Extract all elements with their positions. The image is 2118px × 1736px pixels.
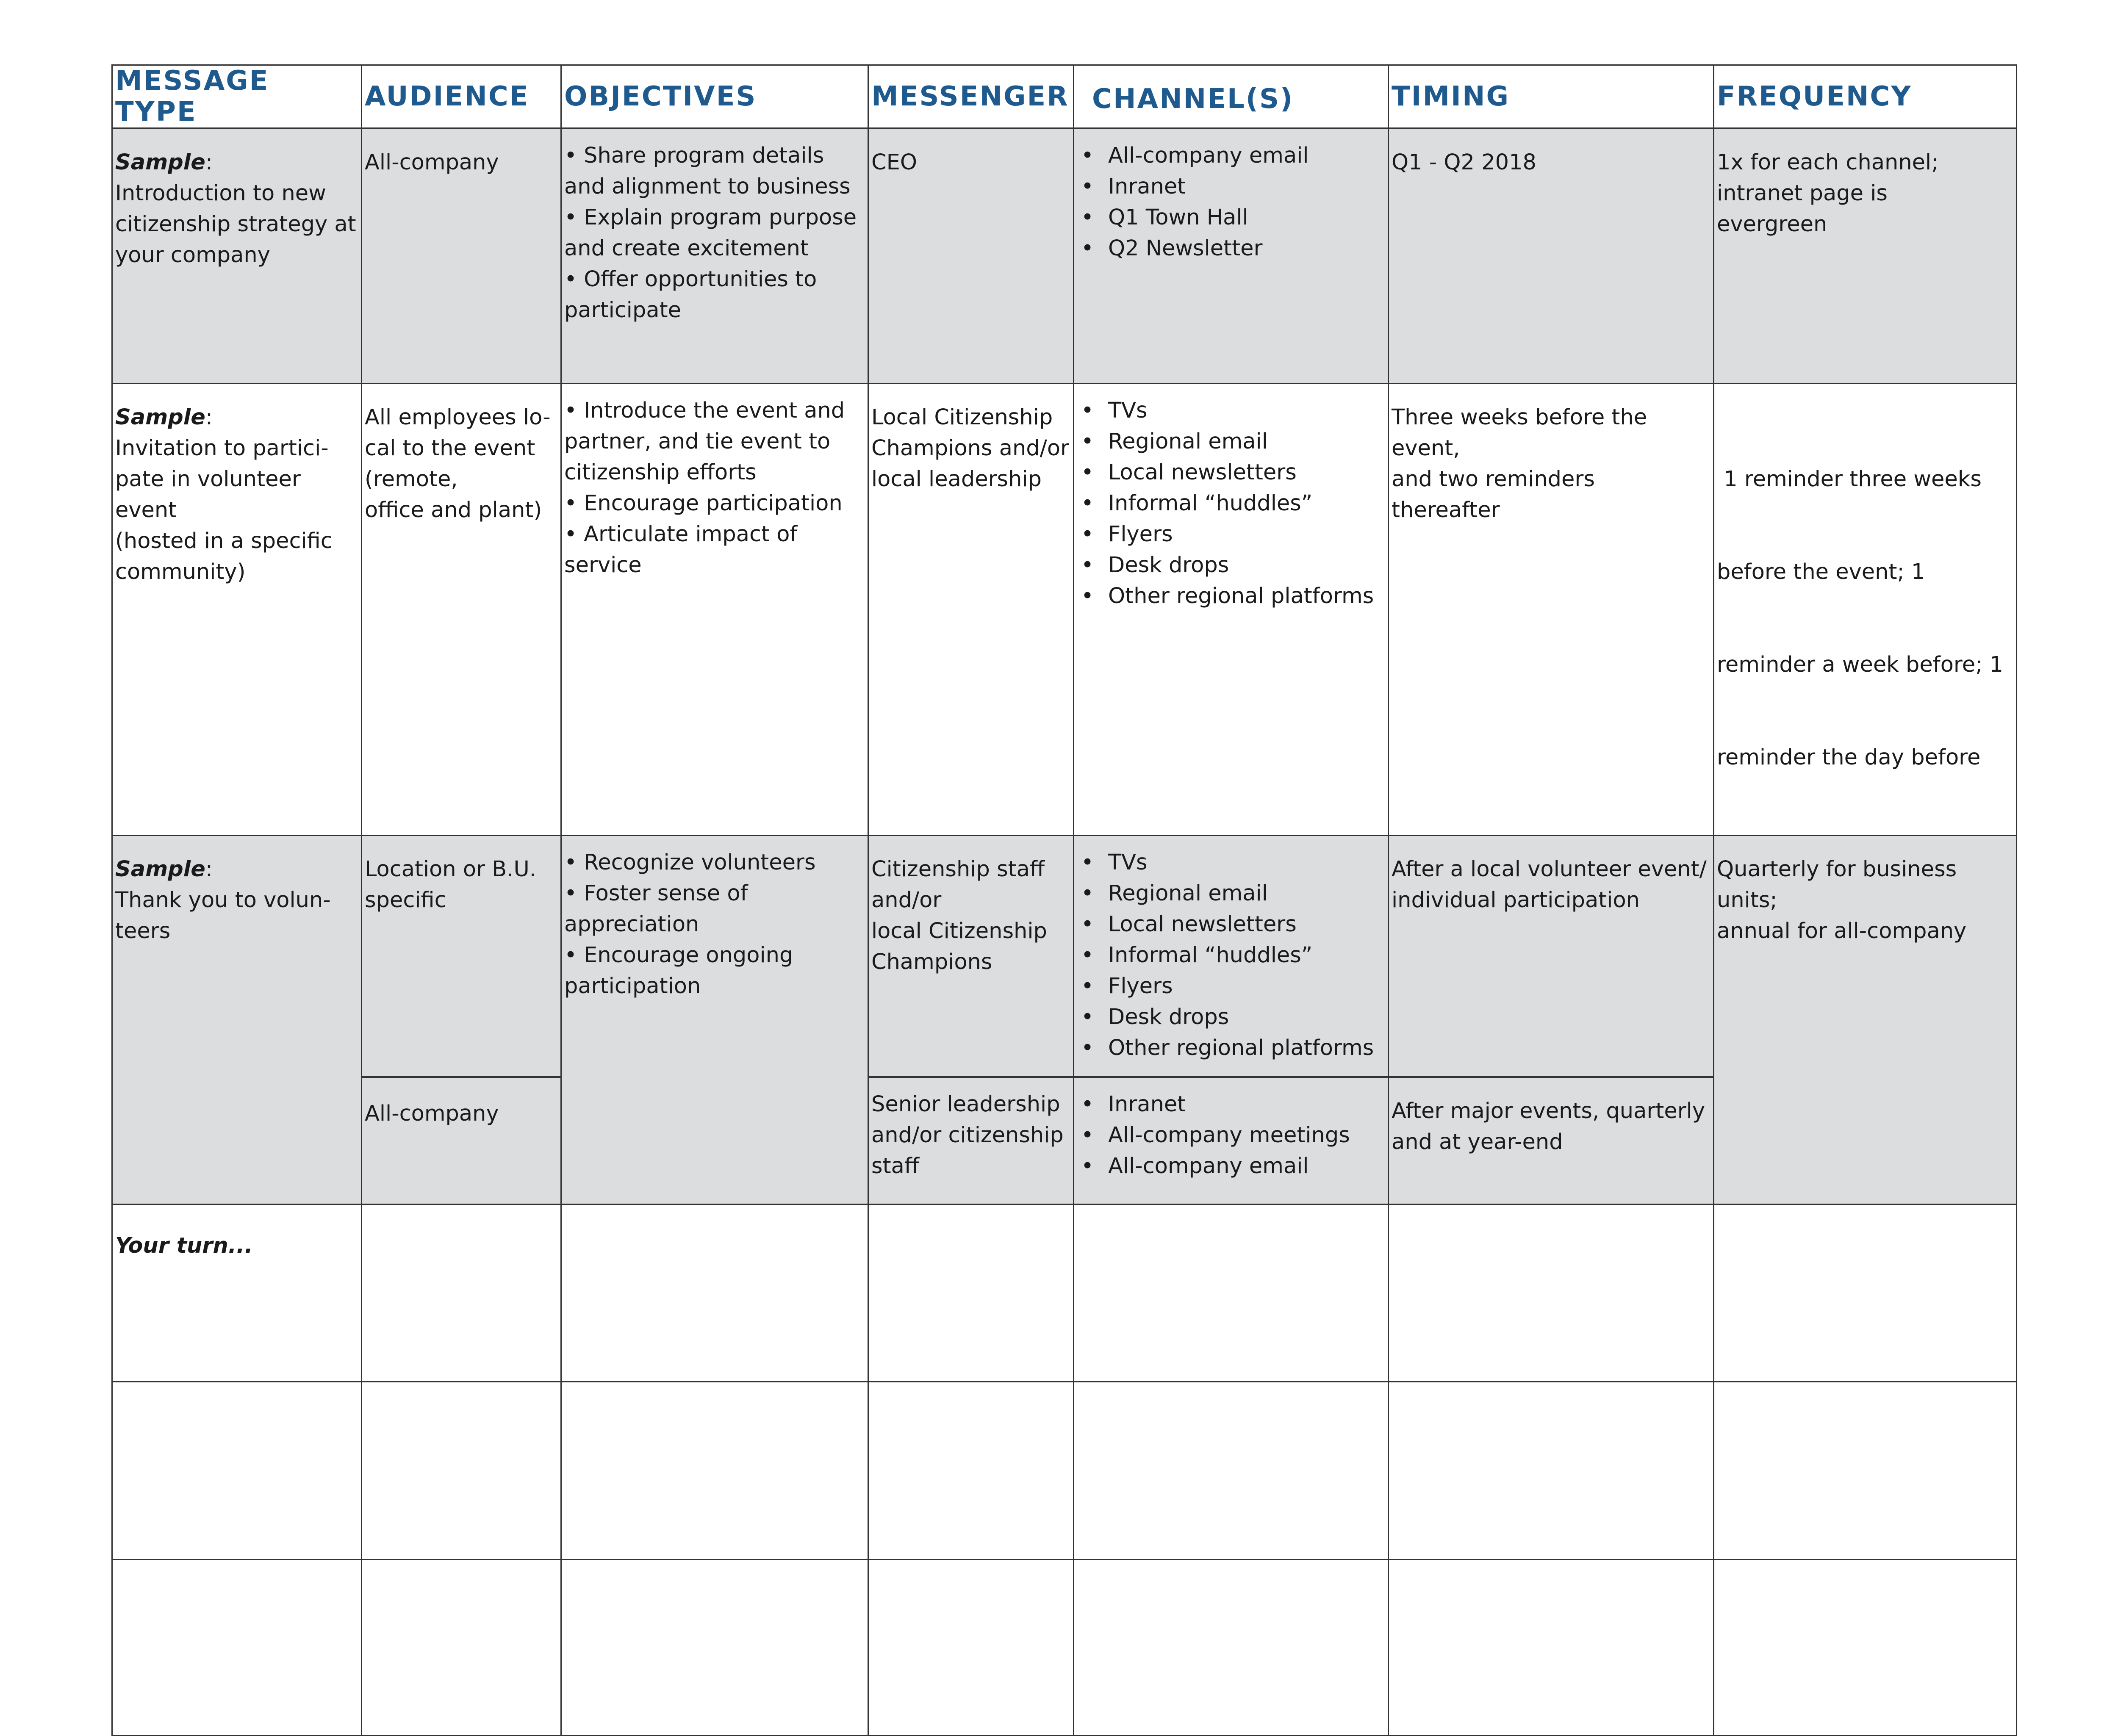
timing-cell: Three weeks before the event, and two reminders thereafter [1389, 383, 1714, 835]
empty-cell[interactable] [1714, 1204, 2017, 1382]
channel-item: • Inranet [1077, 171, 1385, 202]
objective-item: • Encourage ongoing participation [564, 940, 865, 1002]
messenger-cell: CEO [868, 128, 1074, 383]
blank-row [112, 1382, 2017, 1559]
objective-item: • Offer opportunities to participate [564, 264, 865, 326]
sample-row-introduction [112, 128, 2017, 383]
channel-item: • All-company email [1077, 140, 1385, 171]
channels-cell [1074, 383, 1389, 835]
sample-label: Sample [115, 150, 205, 175]
channel-item: • Inranet [1077, 1089, 1385, 1120]
objective-item: • Introduce the event and partner, and tie event to citizenship efforts [564, 395, 865, 488]
channel-item: • Flyers [1077, 971, 1385, 1002]
channel-item: • TVs [1077, 395, 1385, 426]
communications-plan-table [111, 64, 2017, 1736]
header-messenger: MESSENGER [868, 65, 1074, 129]
channel-item: • All-company email [1077, 1151, 1385, 1182]
empty-cell[interactable] [362, 1382, 561, 1559]
empty-cell[interactable] [1389, 1204, 1714, 1382]
empty-cell[interactable] [112, 1382, 362, 1559]
frequency-cell: Quarterly for business units; annual for all-company [1714, 835, 2017, 1204]
header-frequency: FREQUENCY [1714, 65, 2017, 129]
channel-item: • Q2 Newsletter [1077, 233, 1385, 264]
objective-item: • Explain program purpose and create excitement [564, 202, 865, 264]
empty-cell[interactable] [868, 1204, 1074, 1382]
audience-cell: Location or B.U. specific [362, 835, 561, 1077]
empty-cell[interactable] [868, 1382, 1074, 1559]
empty-cell[interactable] [868, 1559, 1074, 1735]
empty-cell[interactable] [1714, 1382, 2017, 1559]
objective-item: • Articulate impact of service [564, 519, 865, 581]
timing-cell: After major events, quarterly and at year-end [1389, 1077, 1714, 1204]
your-turn-row [112, 1204, 2017, 1382]
header-objectives: OBJECTIVES [561, 65, 868, 129]
empty-cell[interactable] [561, 1559, 868, 1735]
objective-item: • Share program details and alignment to business [564, 140, 865, 202]
frequency-cell: 1 reminder three weeks before the event; 1 reminder a week before; 1 reminder the day before [1714, 383, 2017, 835]
empty-cell[interactable] [561, 1382, 868, 1559]
header-audience: AUDIENCE [362, 65, 561, 129]
message-type-cell: Sample: Introduction to new citizenship strategy at your company [112, 128, 362, 383]
channel-item: • Informal “huddles” [1077, 488, 1385, 519]
empty-cell[interactable] [1074, 1559, 1389, 1735]
channel-item: • Flyers [1077, 519, 1385, 550]
header-message-type: MESSAGE TYPE [112, 65, 362, 129]
messenger-cell: Senior leadership and/or citizenship staff [868, 1077, 1074, 1204]
empty-cell[interactable] [1714, 1559, 2017, 1735]
your-turn-cell [112, 1204, 362, 1382]
message-type-cell: Sample: Thank you to volun- teers [112, 835, 362, 1204]
channel-item: • Other regional platforms [1077, 1033, 1385, 1063]
audience-cell: All-company [362, 128, 561, 383]
messenger-cell: Local Citizenship Champions and/or local leadership [868, 383, 1074, 835]
empty-cell[interactable] [1074, 1382, 1389, 1559]
channels-cell [1074, 835, 1389, 1077]
channel-item: • TVs [1077, 847, 1385, 878]
objective-item: • Recognize volunteers [564, 847, 865, 878]
messenger-cell: Citizenship staff and/or local Citizenship Champions [868, 835, 1074, 1077]
channel-item: • Regional email [1077, 426, 1385, 457]
channel-item: • Other regional platforms [1077, 581, 1385, 612]
sample-row-invitation [112, 383, 2017, 835]
empty-cell[interactable] [1074, 1204, 1389, 1382]
sample-row-thank-you [112, 835, 2017, 1077]
sample-label: Sample [115, 856, 205, 882]
frequency-cell: 1x for each channel; intranet page is evergreen [1714, 128, 2017, 383]
objectives-cell [561, 383, 868, 835]
empty-cell[interactable] [362, 1559, 561, 1735]
channel-item: • Informal “huddles” [1077, 940, 1385, 971]
header-timing: TIMING [1389, 65, 1714, 129]
sample-label: Sample [115, 404, 205, 430]
empty-cell[interactable] [112, 1559, 362, 1735]
empty-cell[interactable] [362, 1204, 561, 1382]
channel-item: • All-company meetings [1077, 1120, 1385, 1151]
channel-item: • Local newsletters [1077, 457, 1385, 488]
audience-cell: All employees lo- cal to the event (remote, office and plant) [362, 383, 561, 835]
timing-cell: Q1 - Q2 2018 [1389, 128, 1714, 383]
objectives-cell [561, 835, 868, 1204]
channels-cell [1074, 128, 1389, 383]
timing-cell: After a local volunteer event/ individual participation [1389, 835, 1714, 1077]
empty-cell[interactable] [1389, 1559, 1714, 1735]
blank-row [112, 1559, 2017, 1735]
channels-cell [1074, 1077, 1389, 1204]
empty-cell[interactable] [1389, 1382, 1714, 1559]
objective-item: • Foster sense of appreciation [564, 878, 865, 940]
objectives-cell [561, 128, 868, 383]
channel-item: • Local newsletters [1077, 909, 1385, 940]
your-turn-label: Your turn... [115, 1233, 253, 1258]
header-row [112, 65, 2017, 129]
message-type-cell: Sample: Invitation to partici- pate in volunteer event (hosted in a specific community) [112, 383, 362, 835]
audience-cell: All-company [362, 1077, 561, 1204]
header-channels: CHANNEL(S) [1074, 65, 1389, 129]
channel-item: • Desk drops [1077, 1002, 1385, 1033]
empty-cell[interactable] [561, 1204, 868, 1382]
channel-item: • Desk drops [1077, 550, 1385, 581]
channel-item: • Q1 Town Hall [1077, 202, 1385, 233]
channel-item: • Regional email [1077, 878, 1385, 909]
objective-item: • Encourage participation [564, 488, 865, 519]
